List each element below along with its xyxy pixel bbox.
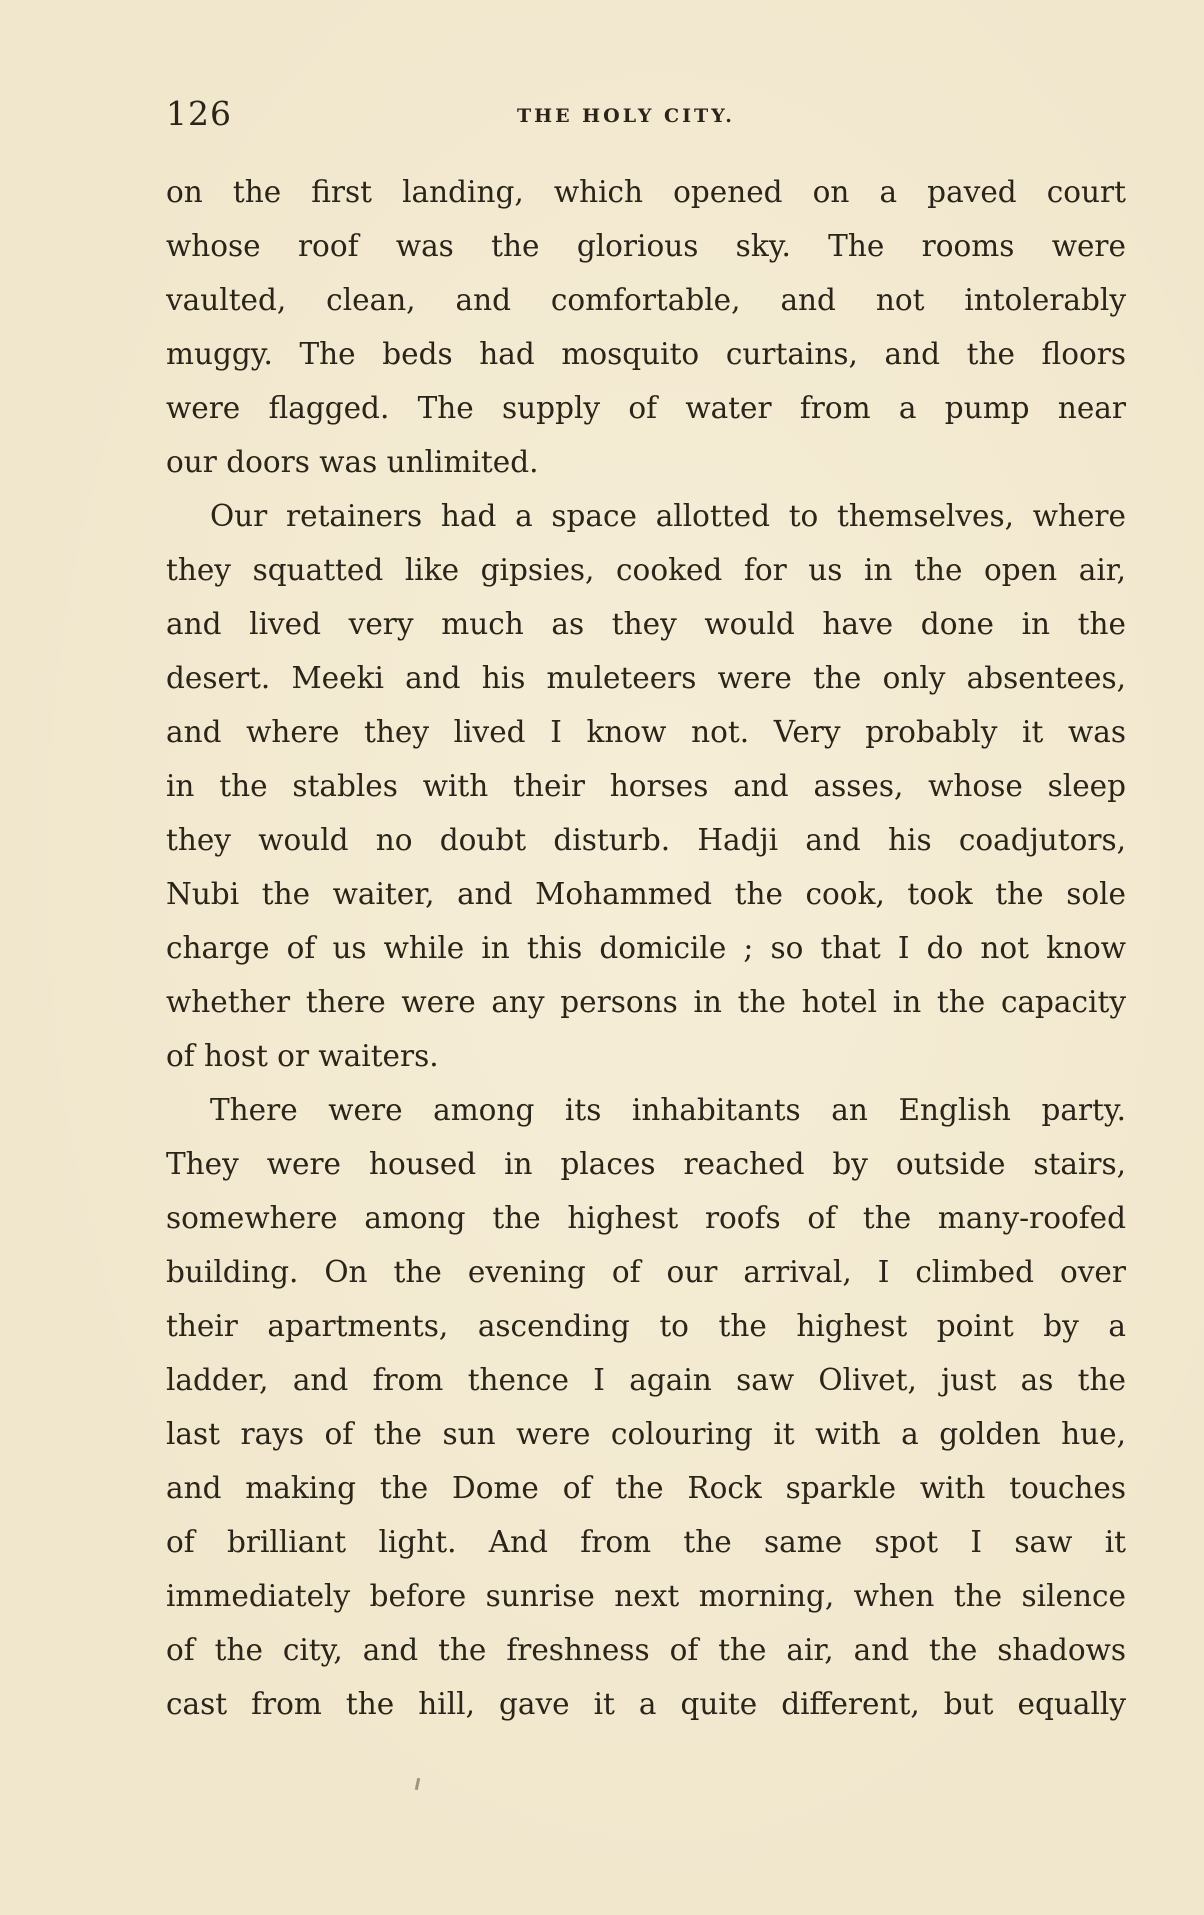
text-line: and lived very much as they would have done in the bbox=[166, 607, 1126, 641]
text-line: There were among its inhabitants an English party. bbox=[210, 1093, 1126, 1127]
text-line: ladder, and from thence I again saw Olivet, just as the bbox=[166, 1363, 1126, 1397]
running-title: THE HOLY CITY. bbox=[517, 105, 735, 127]
text-line: Our retainers had a space allotted to themselves, where bbox=[210, 499, 1126, 533]
text-line: on the first landing, which opened on a paved court bbox=[166, 175, 1126, 209]
text-line: were flagged. The supply of water from a pump near bbox=[166, 391, 1126, 425]
text-line: immediately before sunrise next morning, when the silence bbox=[166, 1579, 1126, 1613]
text-line: whether there were any persons in the hotel in the capacity bbox=[166, 985, 1126, 1019]
text-line: building. On the evening of our arrival, I climbed over bbox=[166, 1255, 1126, 1289]
text-line: of brilliant light. And from the same spot I saw it bbox=[166, 1525, 1126, 1559]
body-text bbox=[166, 165, 1126, 1731]
text-line: of host or waiters. bbox=[166, 1039, 439, 1073]
text-line: they squatted like gipsies, cooked for us in the open air, bbox=[166, 553, 1126, 587]
text-line: last rays of the sun were colouring it with a golden hue, bbox=[166, 1417, 1126, 1451]
page-number: 126 bbox=[166, 94, 232, 133]
text-line: our doors was unlimited. bbox=[166, 445, 539, 479]
text-line: in the stables with their horses and asses, whose sleep bbox=[166, 769, 1126, 803]
text-line: somewhere among the highest roofs of the many-roofed bbox=[166, 1201, 1126, 1235]
text-line: whose roof was the glorious sky. The rooms were bbox=[166, 229, 1126, 263]
text-line: desert. Meeki and his muleteers were the only absentees, bbox=[166, 661, 1126, 695]
text-line: and making the Dome of the Rock sparkle with touches bbox=[166, 1471, 1126, 1505]
text-line: They were housed in places reached by outside stairs, bbox=[166, 1147, 1126, 1181]
text-line: their apartments, ascending to the highest point by a bbox=[166, 1309, 1126, 1343]
text-line: of the city, and the freshness of the air, and the shadows bbox=[166, 1633, 1126, 1667]
running-header bbox=[166, 92, 1126, 136]
ink-speck bbox=[415, 1778, 420, 1790]
text-line: and where they lived I know not. Very probably it was bbox=[166, 715, 1126, 749]
text-line: they would no doubt disturb. Hadji and his coadjutors, bbox=[166, 823, 1126, 857]
text-line: cast from the hill, gave it a quite different, but equally bbox=[166, 1687, 1126, 1721]
text-line: muggy. The beds had mosquito curtains, and the floors bbox=[166, 337, 1126, 371]
text-line: charge of us while in this domicile ; so that I do not know bbox=[166, 931, 1126, 965]
text-line: Nubi the waiter, and Mohammed the cook, took the sole bbox=[166, 877, 1126, 911]
text-line: vaulted, clean, and comfortable, and not intolerably bbox=[166, 283, 1126, 317]
